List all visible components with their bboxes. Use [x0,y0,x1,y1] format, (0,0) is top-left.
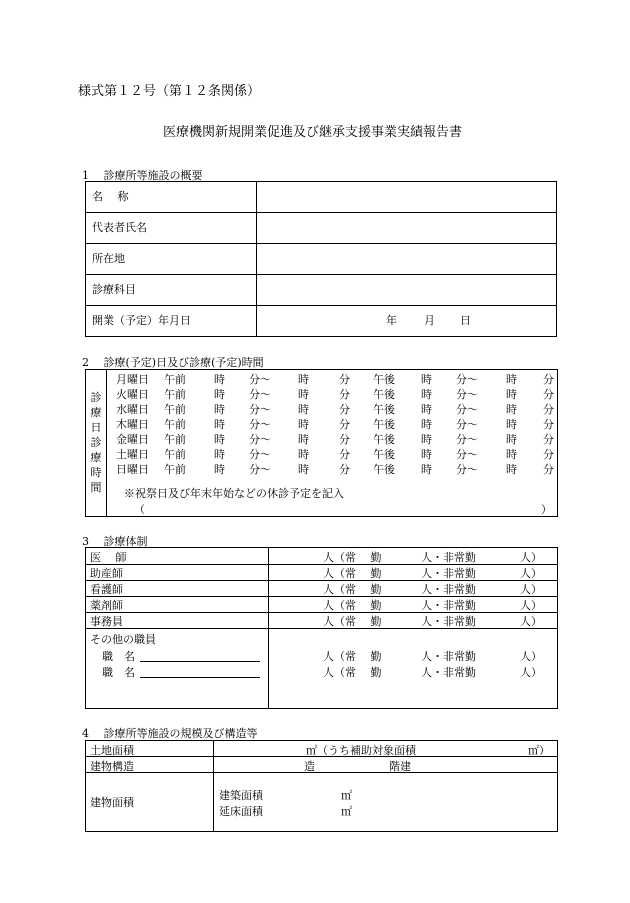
time-unit-label: 分 [543,388,554,401]
time-unit-label: 時 [506,373,517,386]
departments-field[interactable] [257,275,557,306]
building-footprint-label: 建築面積 [219,789,263,802]
total-floor-area-unit[interactable]: ㎡ [341,805,352,818]
time-unit-label: 午前 [164,373,186,386]
name-field[interactable] [257,182,557,213]
schedule-row[interactable] [86,372,557,387]
time-unit-label: 午後 [373,373,395,386]
time-unit-label: 時 [214,403,225,416]
side-label-char: 診 [90,391,102,404]
structure-type[interactable]: 造 [304,760,315,773]
time-unit-label: 時 [421,448,432,461]
day-label: 日 [460,314,471,327]
side-label-char: 診 [90,436,102,449]
job-title-line-1[interactable] [140,661,260,662]
time-unit-label: 午後 [373,418,395,431]
staff-role-label: 事務員 [90,615,123,628]
time-unit-label: 分 [339,403,350,416]
time-unit-label: 午前 [164,433,186,446]
time-unit-label: 分 [543,373,554,386]
staff-count-field[interactable]: 人） [520,567,542,580]
staff-row-divider [86,612,557,613]
time-unit-label: 分 [339,463,350,476]
staff-role-label: 医 師 [90,551,127,564]
time-unit-label: 午後 [373,433,395,446]
time-unit-label: 分 [543,403,554,416]
time-unit-label: 時 [298,388,309,401]
representative-field[interactable] [257,213,557,244]
time-unit-label: 午後 [373,448,395,461]
section3-heading: 3 診療体制 [82,535,148,548]
staff-row-divider [86,580,557,581]
weekday-label: 月曜日 [116,373,149,386]
representative-label: 代表者氏名 [86,213,257,244]
staff-count-field[interactable]: 人） [520,599,542,612]
time-unit-label: 分 [339,448,350,461]
schedule-row[interactable] [86,462,557,477]
schedule-row[interactable] [86,432,557,447]
staff-count-field[interactable]: 人（常 勤 [323,567,382,580]
year-label: 年 [386,314,397,327]
opening-date-label: 開業（予定）年月日 [86,306,257,337]
address-field[interactable] [257,244,557,275]
time-unit-label: 分 [543,463,554,476]
side-label-char: 療 [90,406,102,419]
time-unit-label: 午前 [164,418,186,431]
time-unit-label: 午前 [164,403,186,416]
time-unit-label: 午前 [164,463,186,476]
total-floor-area-label: 延床面積 [219,805,263,818]
time-unit-label: 分 [339,418,350,431]
opening-date-field[interactable] [257,306,557,337]
section1-heading: 1 診療所等施設の概要 [82,169,203,182]
facility-scale-table [85,740,558,832]
staff-count-field[interactable]: 人） [520,551,542,564]
time-unit-label: 時 [506,388,517,401]
other-staff-count-field[interactable]: 人） [520,666,542,679]
time-unit-label: 分～ [456,463,478,476]
section2-heading: 2 診療(予定)日及び診療(予定)時間 [82,356,264,369]
time-unit-label: 時 [214,433,225,446]
staff-count-field[interactable]: 人・非常勤 [421,615,476,628]
schedule-box [85,369,558,517]
section4-heading: 4 診療所等施設の規模及び構造等 [82,727,258,740]
col-divider [213,741,214,831]
time-unit-label: 時 [506,403,517,416]
time-unit-label: 午後 [373,388,395,401]
structure-floors[interactable]: 階建 [389,760,411,773]
staff-count-field[interactable]: 人・非常勤 [421,599,476,612]
month-label: 月 [424,314,435,327]
name-label: 名 称 [86,182,257,213]
weekday-label: 金曜日 [116,433,149,446]
time-unit-label: 時 [421,388,432,401]
time-unit-label: 分 [543,418,554,431]
time-unit-label: 分～ [249,463,271,476]
time-unit-label: 時 [298,448,309,461]
time-unit-label: 時 [506,433,517,446]
time-unit-label: 時 [214,448,225,461]
weekday-label: 日曜日 [116,463,149,476]
address-label: 所在地 [86,244,257,275]
staff-role-label: 助産師 [90,567,123,580]
time-unit-label: 午後 [373,463,395,476]
time-unit-label: 時 [421,373,432,386]
time-unit-label: 分～ [456,448,478,461]
structure-label: 建物構造 [90,760,134,773]
job-title-line-2[interactable] [140,677,260,678]
time-unit-label: 分～ [456,388,478,401]
time-unit-label: 分～ [249,418,271,431]
staff-count-field[interactable]: 人・非常勤 [421,567,476,580]
time-unit-label: 時 [298,463,309,476]
time-unit-label: 時 [506,448,517,461]
time-unit-label: 時 [298,373,309,386]
staff-count-field[interactable]: 人（常 勤 [323,551,382,564]
time-unit-label: 分～ [249,433,271,446]
weekday-label: 土曜日 [116,448,149,461]
time-unit-label: 時 [214,388,225,401]
time-unit-label: 分～ [249,373,271,386]
time-unit-label: 分～ [249,403,271,416]
staff-row-divider [86,596,557,597]
time-unit-label: 分 [339,388,350,401]
time-unit-label: 時 [421,418,432,431]
time-unit-label: 分 [543,448,554,461]
job-title-label-1: 職 名 [102,650,135,663]
weekday-label: 木曜日 [116,418,149,431]
time-unit-label: 時 [421,403,432,416]
job-title-label-2: 職 名 [102,666,135,679]
time-unit-label: 時 [298,418,309,431]
page-title: 医療機関新規開業促進及び継承支援事業実績報告書 [163,125,463,140]
time-unit-label: 分～ [456,433,478,446]
holiday-paren-open: （ [134,503,145,516]
time-unit-label: 分～ [249,448,271,461]
time-unit-label: 時 [214,463,225,476]
time-unit-label: 分 [543,433,554,446]
form-number: 様式第１２号（第１２条関係） [78,84,261,99]
row-divider-2 [86,772,557,773]
time-unit-label: 時 [214,373,225,386]
staff-count-field[interactable]: 人） [520,615,542,628]
staff-count-field[interactable]: 人・非常勤 [421,551,476,564]
other-staff-count-field[interactable]: 人（常 勤 [323,650,382,663]
other-staff-count-field[interactable]: 人） [520,650,542,663]
time-unit-label: 午後 [373,403,395,416]
staff-row-divider [86,564,557,565]
land-area-value[interactable]: ㎡（うち補助対象面積 [306,744,416,757]
weekday-label: 火曜日 [116,388,149,401]
building-footprint-unit[interactable]: ㎡ [341,789,352,802]
time-unit-label: 時 [506,463,517,476]
side-label-char: 療 [90,451,102,464]
staffing-table [85,547,558,709]
time-unit-label: 分～ [456,373,478,386]
side-label-char: 時 [90,466,102,479]
time-unit-label: 時 [214,418,225,431]
time-unit-label: 時 [298,433,309,446]
time-unit-label: 時 [506,418,517,431]
schedule-row[interactable] [86,417,557,432]
other-staff-count-field[interactable]: 人（常 勤 [323,666,382,679]
other-staff-label: その他の職員 [90,633,156,646]
schedule-row[interactable] [86,387,557,402]
building-area-label: 建物面積 [90,796,134,809]
side-label-char: 間 [90,481,102,494]
holiday-note: ※祝祭日及び年末年始などの休診予定を記入 [124,487,344,500]
staff-count-field[interactable]: 人（常 勤 [323,615,382,628]
other-staff-count-field[interactable]: 人・非常勤 [421,666,476,679]
staff-count-field[interactable]: 人・非常勤 [421,583,476,596]
time-unit-label: 分～ [249,388,271,401]
staff-count-field[interactable]: 人） [520,583,542,596]
other-staff-count-field[interactable]: 人・非常勤 [421,650,476,663]
time-unit-label: 時 [298,403,309,416]
time-unit-label: 午前 [164,448,186,461]
schedule-row[interactable] [86,402,557,417]
schedule-row[interactable] [86,447,557,462]
staff-count-field[interactable]: 人（常 勤 [323,599,382,612]
staff-row-divider [86,628,557,629]
departments-label: 診療科目 [86,275,257,306]
land-area-close: ㎡） [528,744,550,757]
staff-role-label: 看護師 [90,583,123,596]
time-unit-label: 午前 [164,388,186,401]
time-unit-label: 分～ [456,403,478,416]
land-area-label: 土地面積 [90,744,134,757]
time-unit-label: 分 [339,433,350,446]
staff-role-label: 薬剤師 [90,599,123,612]
time-unit-label: 分 [339,373,350,386]
time-unit-label: 分～ [456,418,478,431]
side-label-char: 日 [90,421,102,434]
staff-count-field[interactable]: 人（常 勤 [323,583,382,596]
time-unit-label: 時 [421,463,432,476]
holiday-paren-close: ） [541,503,552,516]
weekday-label: 水曜日 [116,403,149,416]
facility-overview-table [85,181,557,337]
time-unit-label: 時 [421,433,432,446]
